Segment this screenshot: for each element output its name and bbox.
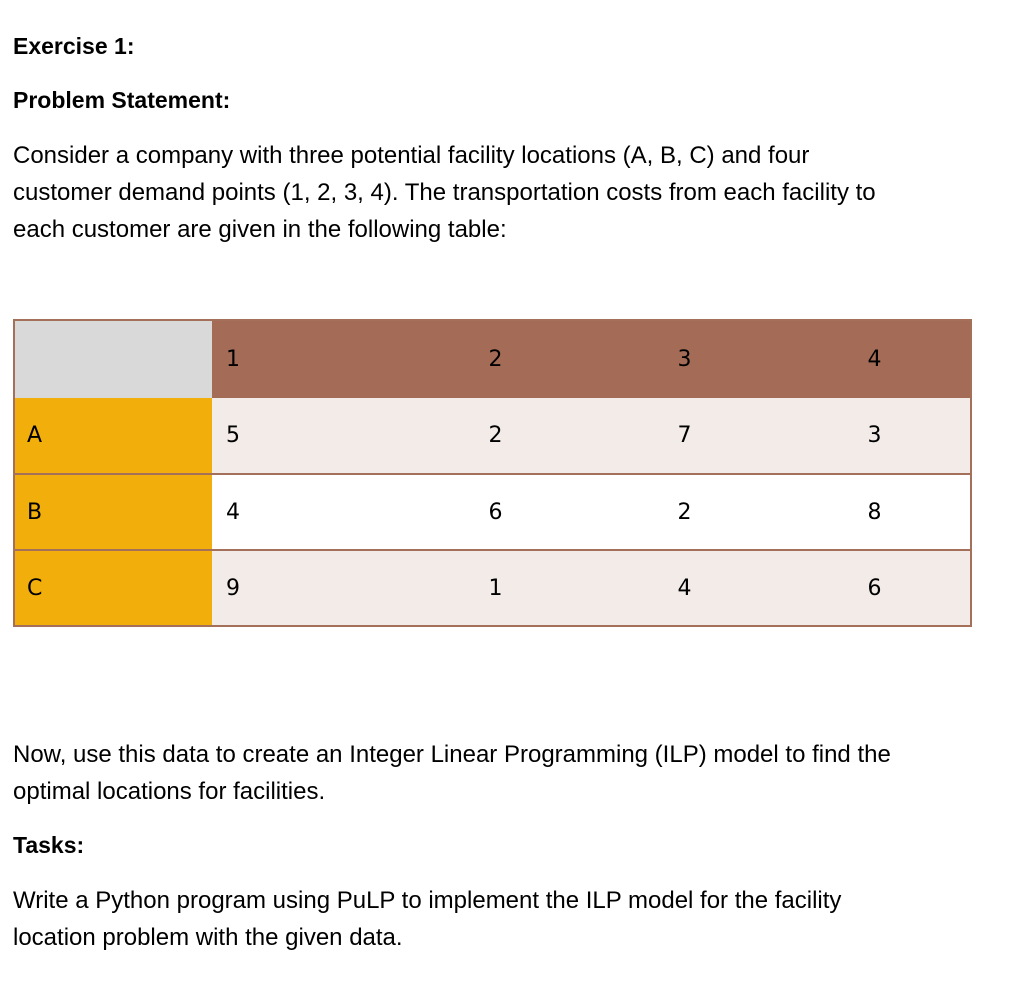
cost-cell: 5 — [212, 398, 401, 474]
problem-line: Consider a company with three potential facility locations (A, B, C) and four — [13, 142, 810, 169]
table-row — [14, 474, 971, 550]
column-header-customer-3: 3 — [590, 320, 779, 398]
problem-line: each customer are given in the following table: — [13, 216, 507, 243]
tasks-line: location problem with the given data. — [13, 924, 403, 951]
column-header-customer-1: 1 — [212, 320, 401, 398]
cost-cell: 7 — [590, 398, 779, 474]
cost-cell: 2 — [590, 474, 779, 550]
row-label-facility-c: C — [14, 550, 212, 626]
cost-cell: 9 — [212, 550, 401, 626]
problem-line: customer demand points (1, 2, 3, 4). The transportation costs from each facility to — [13, 179, 876, 206]
problem-statement-heading: Problem Statement: — [13, 87, 231, 113]
tasks-text — [13, 882, 841, 956]
row-label-facility-b: B — [14, 474, 212, 550]
cost-cell: 8 — [779, 474, 971, 550]
table-corner-cell — [14, 320, 212, 398]
tasks-line: Write a Python program using PuLP to implement the ILP model for the facility — [13, 887, 842, 914]
ilp-line: optimal locations for facilities. — [13, 778, 326, 805]
ilp-instruction-text — [13, 736, 891, 810]
cost-cell: 4 — [212, 474, 401, 550]
problem-statement-text — [13, 137, 876, 248]
exercise-title: Exercise 1: — [13, 33, 135, 59]
row-label-facility-a: A — [14, 398, 212, 474]
table-row — [14, 398, 971, 474]
column-header-customer-4: 4 — [779, 320, 971, 398]
column-header-customer-2: 2 — [401, 320, 590, 398]
cost-cell: 3 — [779, 398, 971, 474]
tasks-heading: Tasks: — [13, 832, 85, 858]
table-header-row — [14, 320, 971, 398]
cost-cell: 4 — [590, 550, 779, 626]
cost-cell: 6 — [779, 550, 971, 626]
ilp-line: Now, use this data to create an Integer Linear Programming (ILP) model to find the — [13, 741, 891, 768]
table-row — [14, 550, 971, 626]
cost-cell: 6 — [401, 474, 590, 550]
cost-cell: 1 — [401, 550, 590, 626]
transportation-cost-table — [13, 319, 972, 627]
cost-cell: 2 — [401, 398, 590, 474]
